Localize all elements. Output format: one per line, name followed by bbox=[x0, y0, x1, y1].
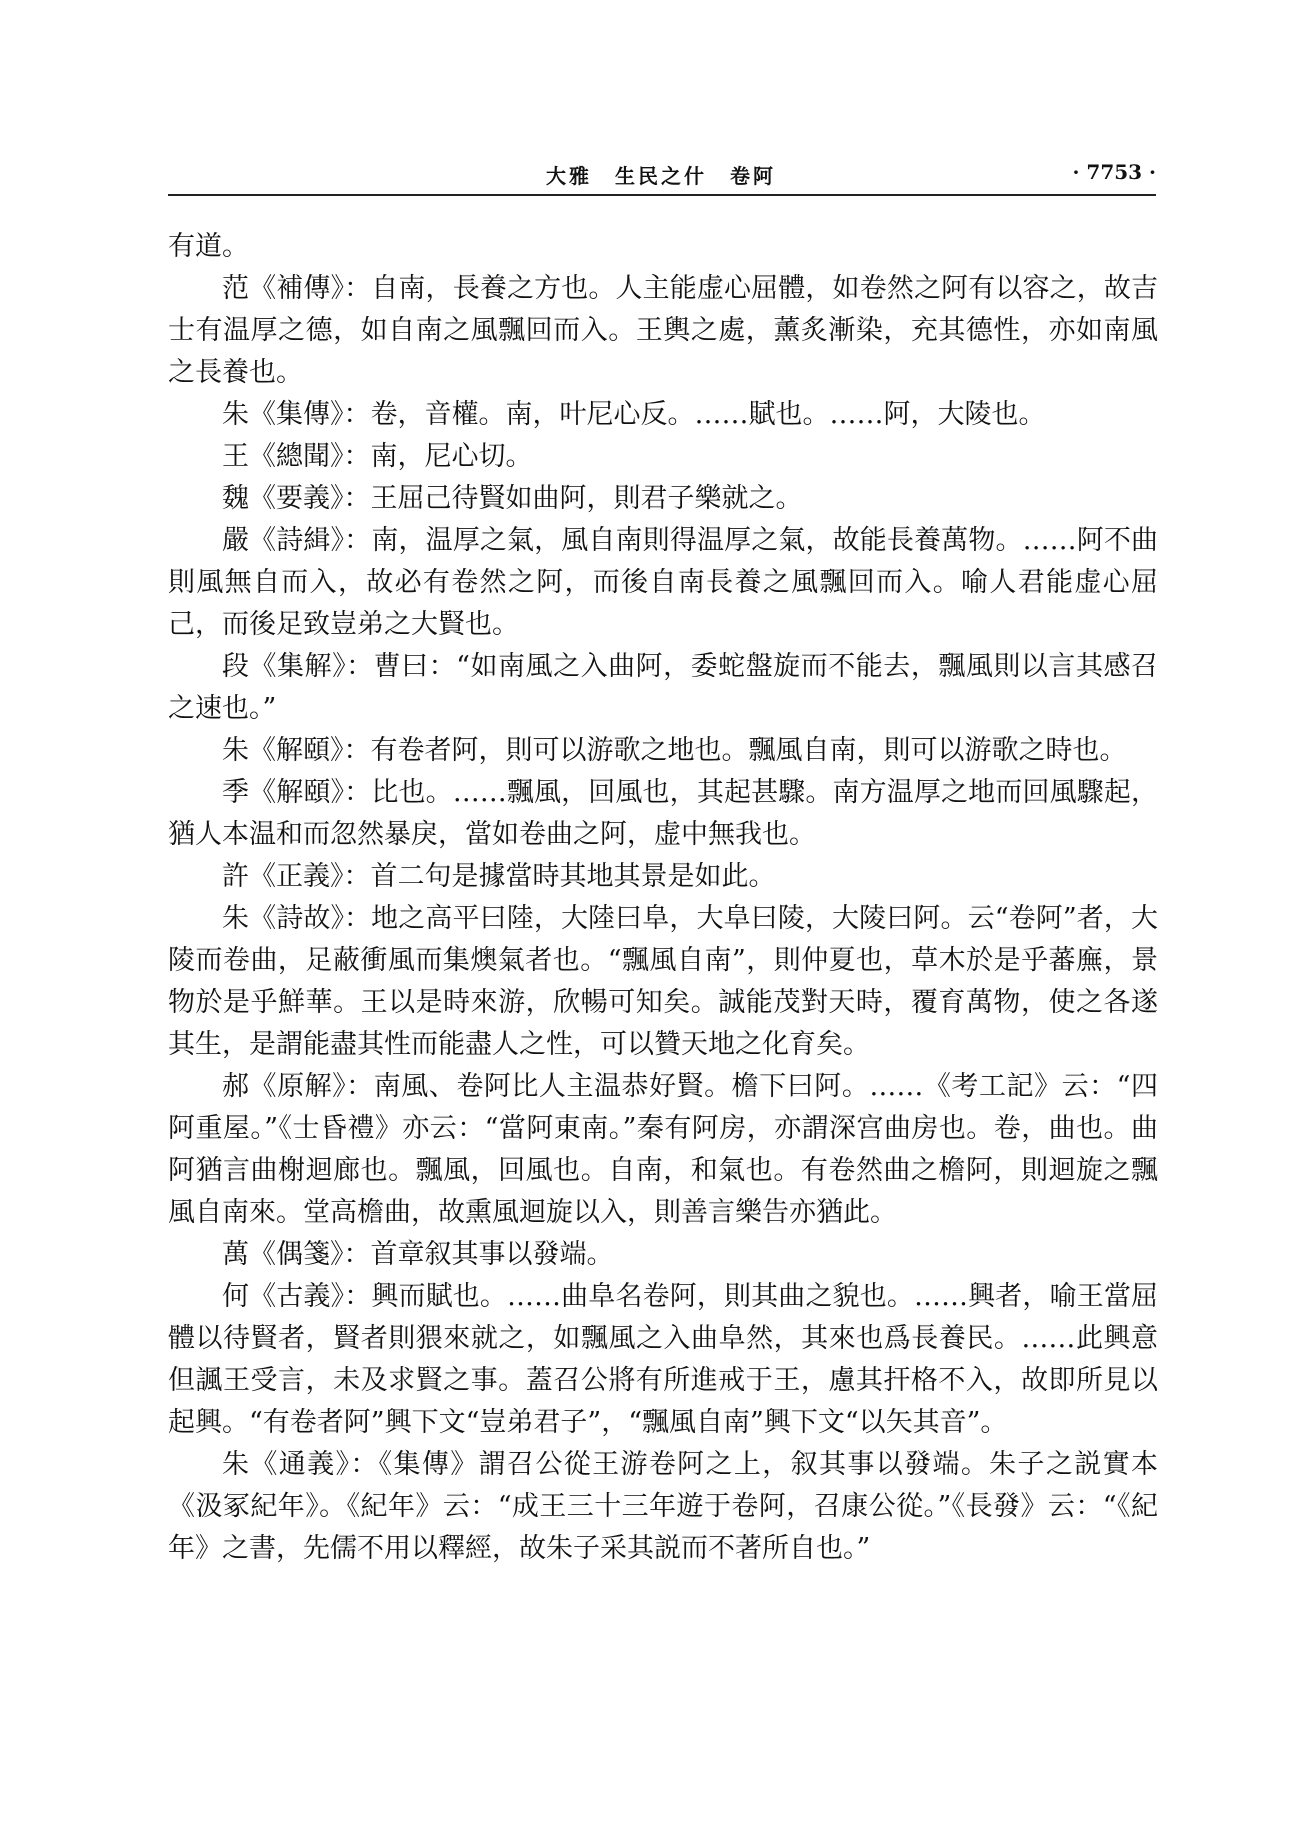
paragraph: 王《總聞》：南，尼心切。 bbox=[222, 441, 533, 472]
paragraph: 萬《偶箋》：首章叙其事以發端。 bbox=[222, 1239, 614, 1270]
paragraph: 郝《原解》：南風、卷阿比人主温恭好賢。檐下曰阿。……《考工記》云：“四阿重屋。”《士昏禮》亦云：“當阿東南。”秦有阿房，亦謂深宫曲房也。卷，曲也。曲阿猶言曲榭迴廊也。飄風，回風也。自南，和氣也。有卷然曲之檐阿，則迴旋之飄風自南來。堂高檐曲，故熏風迴旋以入，則善言樂告亦猶此。 bbox=[168, 1071, 1158, 1228]
main-text bbox=[168, 226, 1158, 1570]
page-number: · 7753 · bbox=[1072, 160, 1156, 184]
paragraph: 魏《要義》：王屈己待賢如曲阿，則君子樂就之。 bbox=[222, 483, 803, 514]
paragraph: 季《解頤》：比也。……飄風，回風也，其起甚驟。南方温厚之地而回風驟起，猶人本温和而忽然暴戾，當如卷曲之阿，虚中無我也。 bbox=[168, 777, 1158, 850]
paragraph: 段《集解》：曹曰：“如南風之入曲阿，委蛇盤旋而不能去，飄風則以言其感召之速也。” bbox=[168, 651, 1158, 724]
page-header bbox=[168, 156, 1156, 196]
paragraph: 朱《詩故》：地之高平曰陸，大陸曰阜，大阜曰陵，大陵曰阿。云“卷阿”者，大陵而卷曲，足蔽衝風而集燠氣者也。“飄風自南”，則仲夏也，草木於是乎蕃廡，景物於是乎鮮華。王以是時來游，欣暢可知矣。誠能茂對天時，覆育萬物，使之各遂其生，是謂能盡其性而能盡人之性，可以贊天地之化育矣。 bbox=[168, 903, 1158, 1060]
paragraph: 朱《解頤》：有卷者阿，則可以游歌之地也。飄風自南，則可以游歌之時也。 bbox=[222, 735, 1127, 766]
paragraph: 嚴《詩緝》：南，温厚之氣，風自南則得温厚之氣，故能長養萬物。……阿不曲則風無自而入，故必有卷然之阿，而後自南長養之風飄回而入。喻人君能虚心屈己，而後足致豈弟之大賢也。 bbox=[168, 525, 1158, 640]
paragraph: 許《正義》：首二句是據當時其地其景是如此。 bbox=[222, 861, 776, 892]
running-title: 大雅 生民之什 卷阿 bbox=[546, 164, 776, 188]
paragraph: 朱《通義》：《集傳》謂召公從王游卷阿之上，叙其事以發端。朱子之説實本《汲冢紀年》。《紀年》云：“成王三十三年遊于卷阿，召康公從。”《長發》云：“《紀年》之書，先儒不用以釋經，故朱子采其説而不著所自也。” bbox=[168, 1449, 1158, 1564]
paragraph: 何《古義》：興而賦也。……曲阜名卷阿，則其曲之貌也。……興者，喻王當屈體以待賢者，賢者則猥來就之，如飄風之入曲阜然，其來也爲長養民。……此興意但諷王受言，未及求賢之事。蓋召公將有所進戒于王，慮其扞格不入，故即所見以起興。“有卷者阿”興下文“豈弟君子”，“飄風自南”興下文“以矢其音”。 bbox=[168, 1281, 1158, 1438]
paragraph: 有道。 bbox=[168, 231, 249, 262]
header-rule bbox=[168, 194, 1156, 196]
paragraph: 朱《集傳》：卷，音權。南，叶尼心反。……賦也。……阿，大陵也。 bbox=[222, 399, 1046, 430]
paragraph: 范《補傳》：自南，長養之方也。人主能虚心屈體，如卷然之阿有以容之，故吉士有温厚之德，如自南之風飄回而入。王輿之處，薰炙漸染，充其德性，亦如南風之長養也。 bbox=[168, 273, 1158, 388]
